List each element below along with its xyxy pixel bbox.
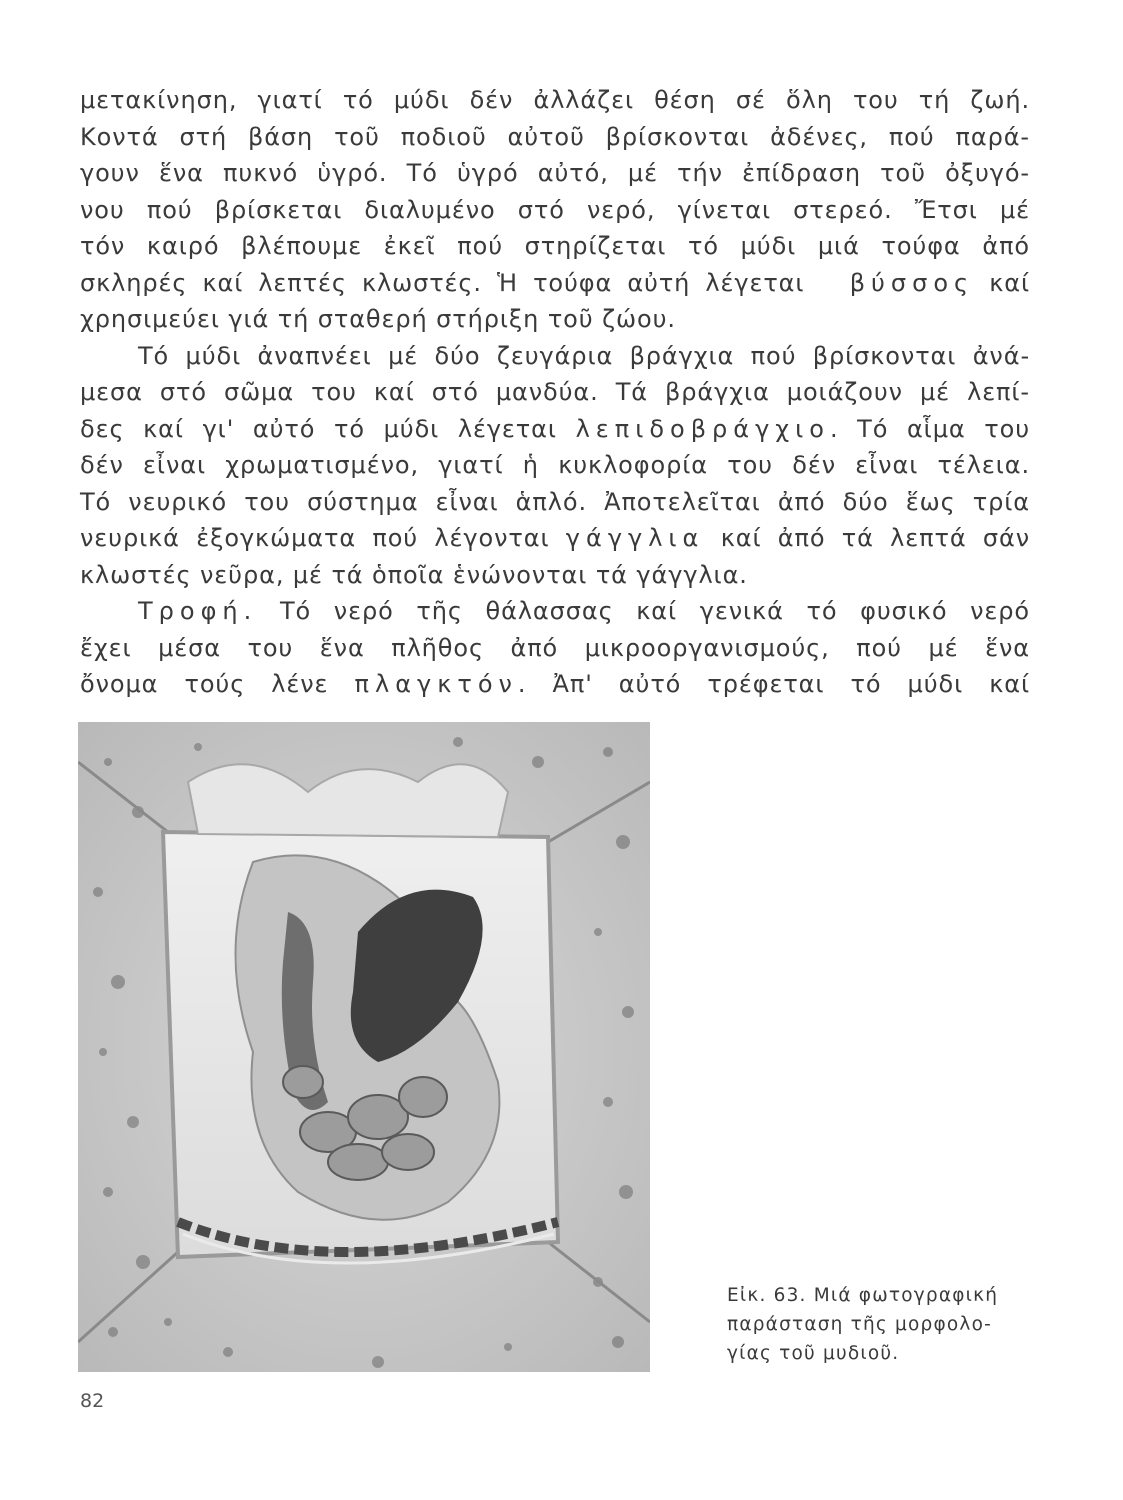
caption-line: παράσταση τῆς μορφολο-: [727, 1314, 992, 1335]
text-line: ἔχει μέσα του ἕνα πλῆθος ἀπό μικροοργανισμούς, πού μέ ἕνα: [80, 633, 1030, 662]
text-line: δέν εἶναι χρωματισμένο, γιατί ἡ κυκλοφορία του δέν εἶναι τέλεια.: [80, 451, 1030, 479]
text-segment: Τό νερό τῆς θάλασσας καί γενικά τό φυσικό νερό: [279, 597, 1030, 625]
text-segment: καί: [989, 268, 1031, 297]
text-segment: καί ἀπό τά λεπτά σάν: [720, 524, 1031, 552]
caption-line: γίας τοῦ μυδιοῦ.: [727, 1343, 900, 1364]
text-line: [80, 265, 1030, 302]
text-line: [80, 520, 1030, 557]
body-text: [80, 82, 1030, 703]
text-line: [80, 593, 1030, 630]
page-number: 82: [80, 1390, 105, 1412]
text-segment: νευρικά ἐξογκώματα πού λέγονται: [80, 524, 550, 552]
text-segment: . Ἀπ' αὐτό τρέφεται τό μύδι καί: [517, 670, 1031, 698]
term-byssos: βύσσος: [849, 268, 975, 297]
text-line: γουν ἕνα πυκνό ὑγρό. Τό ὑγρό αὐτό, μέ τήν ἐπίδραση τοῦ ὀξυγό-: [80, 159, 1030, 187]
figure-caption: [727, 1281, 1037, 1368]
text-line: [80, 411, 1030, 448]
heading-trofi: Τροφή.: [138, 597, 258, 625]
text-line: μετακίνηση, γιατί τό μύδι δέν ἀλλάζει θέση σέ ὅλη του τή ζωή.: [80, 86, 1030, 114]
text-line: Κοντά στή βάση τοῦ ποδιοῦ αὐτοῦ βρίσκονται ἀδένες, πού παρά-: [80, 122, 1030, 151]
text-line: [80, 666, 1030, 703]
term-lepidobranchio: λεπιδοβράγχιο: [575, 414, 830, 443]
text-line: μεσα στό σῶμα του καί στό μανδύα. Τά βράγχια μοιάζουν μέ λεπί-: [80, 378, 1030, 406]
text-line: τόν καιρό βλέπουμε ἐκεῖ πού στηρίζεται τό μύδι μιά τούφα ἀπό: [80, 232, 1030, 260]
term-plankton: πλαγκτόν: [354, 670, 518, 698]
text-segment: σκληρές καί λεπτές κλωστές. Ἡ τούφα αὐτή λέγεται: [80, 268, 805, 297]
text-line: κλωστές νεῦρα, μέ τά ὁποῖα ἑνώνονται τά γάγγλια.: [80, 560, 748, 589]
text-segment: . Τό αἷμα του: [829, 414, 1030, 443]
text-line: Τό μύδι ἀναπνέει μέ δύο ζευγάρια βράγχια πού βρίσκονται ἀνά-: [138, 341, 1030, 370]
text-segment: δες καί γι' αὐτό τό μύδι λέγεται: [80, 414, 557, 443]
text-segment: ὄνομα τούς λένε: [80, 670, 329, 698]
mussel-photo: [78, 722, 650, 1372]
text-line: χρησιμεύει γιά τή σταθερή στήριξη τοῦ ζώου.: [80, 305, 676, 333]
term-ganglia: γάγγλια: [565, 524, 705, 552]
text-line: Τό νευρικό του σύστημα εἶναι ἁπλό. Ἀποτελεῖται ἀπό δύο ἕως τρία: [80, 487, 1030, 516]
caption-line: Εἰκ. 63. Μιά φωτογραφική: [727, 1285, 999, 1306]
text-line: νου πού βρίσκεται διαλυμένο στό νερό, γίνεται στερεό. Ἔτσι μέ: [80, 195, 1030, 224]
